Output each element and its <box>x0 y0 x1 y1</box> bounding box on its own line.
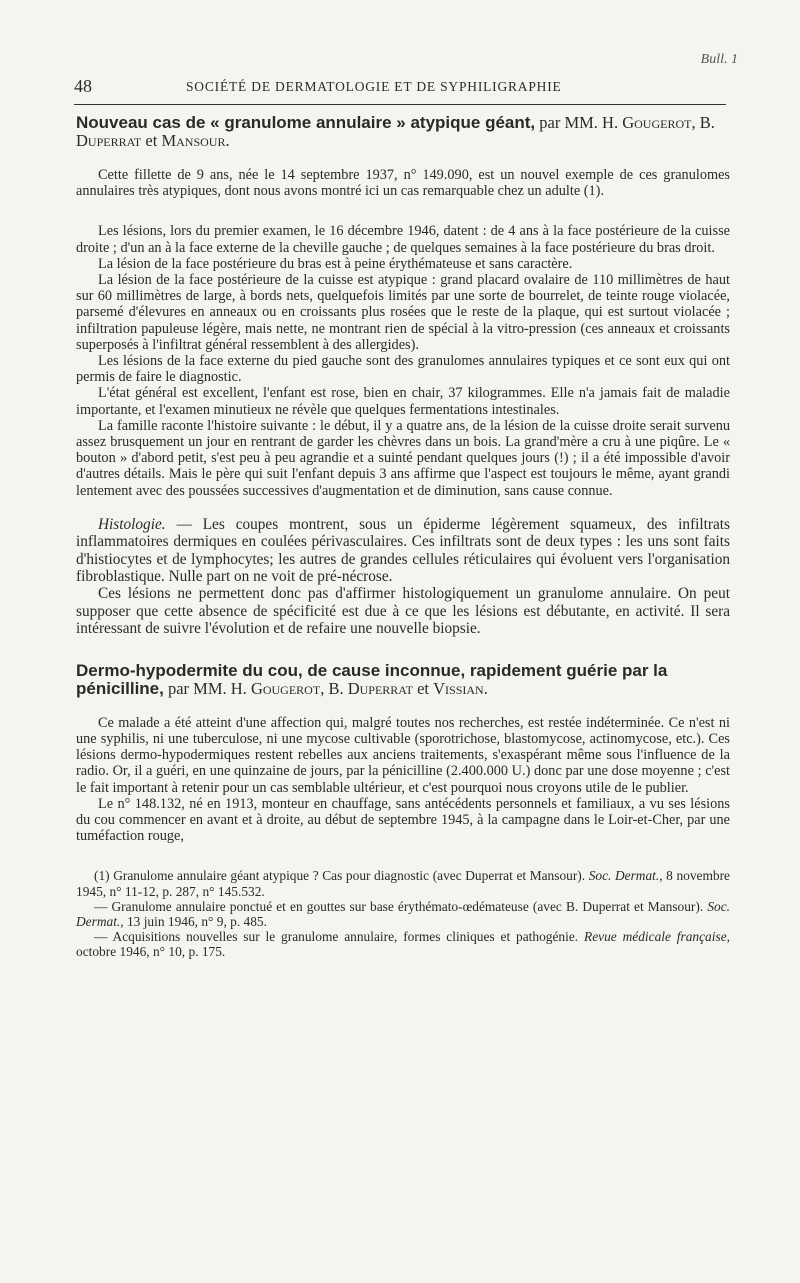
article1-sep-2: et <box>141 131 162 150</box>
article1-by: par MM. H. <box>535 113 623 132</box>
corner-note: Bull. 1 <box>700 52 738 67</box>
header-rule <box>74 104 726 105</box>
footnote-2-ref: , 13 juin 1946, n° 9, p. 485. <box>120 913 267 929</box>
footnote-1 <box>76 868 730 898</box>
article1-paragraph: La famille raconte l'histoire suivante : le début, il y a quatre ans, de la lésion de la cuisse droite serait survenu assez brusquement un jour en rentrant de garder les chèvres dans un bois. La grand'mère a cru à une piqûre. Le « bouton » d'abord petit, s'est peu à peu agrandie et a suinté pendant quelques jours (!) ; il a été impossible d'avoir d'autres détails. Mais le père qui suit l'enfant depuis 3 ans affirme que l'aspect est toujours le même, ayant grandi lentement avec des poussées successives d'augmentation et de diminution, sans cause connue. <box>76 417 730 499</box>
article1-paragraph: Les lésions de la face externe du pied gauche sont des granulomes annulaires typiques et ce sont eux qui ont permis de faire le diagnostic. <box>76 353 730 386</box>
article2-paragraph: Ce malade a été atteint d'une affection qui, malgré toutes nos recherches, est restée indéterminée. Ce n'est ni une syphilis, ni une tuberculose, ni une mycose cultivable (sporotrichose, blastomycose, actinomycose, etc.). Ces lésions dermo-hypodermiques restent rebelles aux anciens traitements, s'exaspérant même sous l'influence de la radio. Or, il a guéri, en une quinzaine de jours, par la pénicilline (2.400.000 U.) donc par une dose moyenne ; c'est le fait important à retenir pour un cas semblable ultérieur, et c'est pourquoi nous croyons utile de le publier. <box>76 714 730 796</box>
article1-heading <box>76 114 730 150</box>
page-body <box>76 114 730 960</box>
article1-paragraph: La lésion de la face postérieure du bras est à peine érythémateuse et sans caractère. <box>98 255 573 272</box>
page-header <box>74 76 726 100</box>
article2-author-1: Gougerot <box>250 678 321 698</box>
footnote-2 <box>76 899 730 929</box>
article1-end: . <box>225 131 230 150</box>
article1-paragraph: Les lésions, lors du premier examen, le 16 décembre 1946, datent : de 4 ans à la face postérieure de la cuisse droite ; d'un an à la face externe de la cheville gauche ; de quelques semaines à la face postérieure du bras droit. <box>76 223 730 256</box>
footnotes <box>76 868 730 959</box>
footnote-3 <box>76 929 730 959</box>
article2-heading <box>76 662 730 698</box>
conclusion-paragraph: Ces lésions ne permettent donc pas d'affirmer histologiquement un granulome annulaire. On peut supposer que cette absence de spécificité est due à ce que les lésions est débutante, en activité. Il sera intéressant de suivre l'évolution et de refaire une nouvelle biopsie. <box>76 585 730 638</box>
article1-paragraph: La lésion de la face postérieure de la cuisse est atypique : grand placard ovalaire de 110 millimètres de haut sur 60 millimètres de large, à bords nets, quelquefois limités par une sorte de bourrelet, de teinte rouge violacée, parsemé d'élevures en anneaux ou en croissants plus rosées que le reste de la plaque, qui est surtout violacée ; infiltration papuleuse légère, mais nette, ne montrant rien de spécial à la vitro-pression (ces anneaux et croissants superposés à l'infiltrat général ressemblent à des allergides). <box>76 272 730 353</box>
running-title: SOCIÉTÉ DE DERMATOLOGIE ET DE SYPHILIGRAPHIE <box>186 79 562 94</box>
article2-sep-2: et <box>412 678 434 698</box>
article2-by: par MM. H. <box>163 678 251 698</box>
article2-author-2: Duperrat <box>347 678 413 698</box>
article1-author-2: Duperrat <box>76 131 142 150</box>
article2-sep-1: , B. <box>320 678 348 698</box>
article2-author-3: Vissian <box>433 678 484 698</box>
footnote-3-text: — Acquisitions nouvelles sur le granulome annulaire, formes cliniques et pathogénie. <box>94 929 585 945</box>
footnote-1-text: (1) Granulome annulaire géant atypique ? Cas pour diagnostic (avec Duperrat et Mansour). <box>94 868 589 884</box>
histology-text: — Les coupes montrent, sous un épiderme légèrement squameux, des infiltrats inflammatoires dermiques en coulées périvasculaires. Ces infiltrats sont de deux types : les uns sont faits d'histiocytes et de lymphocytes; les autres de grandes cellules réticulaires qui évoluent vers l'organisation fibroblastique. Nulle part on ne voit de pré-nécrose. <box>76 515 730 586</box>
article2-end: . <box>483 678 488 698</box>
article1-paragraph: L'état général est excellent, l'enfant est rose, bien en chair, 37 kilogrammes. Elle n'a jamais fait de maladie importante, et l'examen minutieux ne révèle que quelques fermentations intestinales. <box>76 385 730 418</box>
footnote-3-journal: Revue médicale française <box>584 929 727 945</box>
article1-title: Nouveau cas de « granulome annulaire » atypique géant, <box>76 113 536 132</box>
article1-author-1: Gougerot <box>622 113 692 132</box>
footnote-2-text: — Granulome annulaire ponctué et en gouttes sur base érythémato-œdémateuse (avec B. Duperrat et Mansour). <box>94 898 708 914</box>
article2-paragraph: Le n° 148.132, né en 1913, monteur en chauffage, sans antécédents personnels et familiaux, a vu ses lésions du cou commencer en avant et à droite, au début de septembre 1945, à la campagne dans le Loir-et-Cher, par une tuméfaction rouge, <box>76 795 730 845</box>
article2-title: Dermo-hypodermite du cou, de cause inconnue, rapidement guérie par la pénicilline, <box>76 660 668 698</box>
article1-author-3: Mansour <box>161 131 226 150</box>
footnote-2-journal: Soc. Dermat. <box>76 898 730 929</box>
footnote-1-ref: , 8 novembre 1945, n° 11-12, p. 287, n° 145.532. <box>76 868 730 899</box>
article1-sep-1: , B. <box>691 113 715 132</box>
page-number: 48 <box>74 76 92 96</box>
footnote-1-journal: Soc. Dermat. <box>588 868 660 884</box>
article1-intro: Cette fillette de 9 ans, née le 14 septembre 1937, n° 149.090, est un nouvel exemple de ces granulomes annulaires très atypiques, dont nous avons montré ici un cas remarquable chez un adulte (1). <box>76 167 730 200</box>
footnote-3-ref: , octobre 1946, n° 10, p. 175. <box>76 929 730 960</box>
histology-paragraph <box>76 516 730 586</box>
histology-label: Histologie. <box>98 515 166 533</box>
